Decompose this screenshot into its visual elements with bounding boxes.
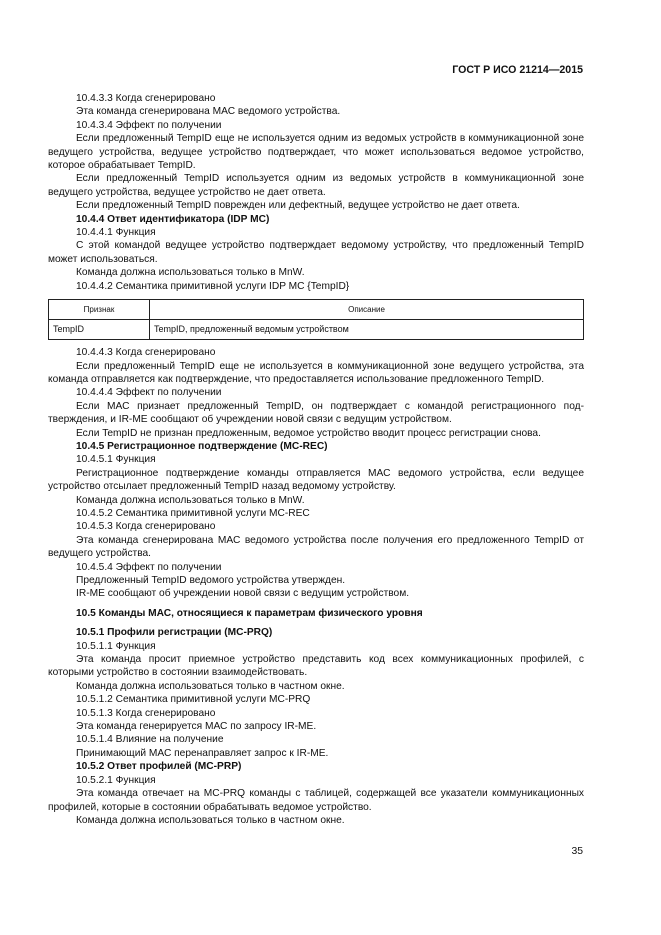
subclause-heading: 10.5.2.1 Функция	[76, 774, 156, 786]
paragraph: Команда должна использоваться только в частном окне.	[76, 680, 345, 692]
table-cell-attribute: TempID	[49, 320, 150, 340]
paragraph: Эта команда генерируется МАС по запросу IR-ME.	[76, 721, 317, 733]
clause-heading: 10.4.4 Ответ идентификатора (IDP MC)	[76, 213, 270, 225]
paragraph: Если TempID не признан предложенным, ведомое устройство вводит процесс регистрации снова.	[76, 427, 541, 439]
subclause-heading: 10.4.4.2 Семантика примитивной услуги IDP MC {TempID}	[76, 280, 350, 292]
subclause-heading: 10.4.3.4 Эффект по получении	[76, 119, 222, 131]
clause-heading: 10.4.5 Регистрационное подтверждение (MC-REC)	[76, 440, 328, 452]
paragraph: Эта команда отвечает на MC-PRQ команды с таблицей, содержащей все указатели коммуникационных профилей, которые в состоянии обрабатывать ведомое устройство.	[48, 788, 584, 813]
table-header-row	[49, 300, 584, 320]
subclause-heading: 10.4.5.2 Семантика примитивной услуги MC-REC	[76, 507, 310, 519]
paragraph: Эта команда сгенерирована МАС ведомого устройства.	[76, 106, 341, 118]
subclause-heading: 10.5.1.4 Влияние на получение	[76, 734, 224, 746]
paragraph: IR-ME сообщают об учреждении новой связи с ведущим устройством.	[76, 588, 410, 600]
clause-heading: 10.5.1 Профили регистрации (MC-PRQ)	[76, 627, 273, 639]
document-body	[48, 92, 584, 827]
service-primitive-table	[48, 299, 584, 340]
table-header-cell: Признак	[49, 300, 150, 320]
subclause-heading: 10.4.5.3 Когда сгенерировано	[76, 521, 216, 533]
subclause-heading: 10.4.3.3 Когда сгенерировано	[76, 93, 216, 104]
paragraph: Команда должна использоваться только в частном окне.	[76, 814, 345, 826]
subclause-heading: 10.5.1.2 Семантика примитивной услуги MC-PRQ	[76, 694, 311, 706]
table-cell-description: TempID, предложенный ведомым устройством	[150, 320, 584, 340]
section-heading: 10.5 Команды МАС, относящиеся к параметрам физического уровня	[76, 607, 423, 619]
paragraph: Если МАС признает предложенный TempID, он подтверждает с командой регистрационного подтверждения, и IR-ME сообщают об учреждении новой связи с ведущим устройством.	[48, 400, 584, 426]
section-before-table	[48, 92, 584, 293]
paragraph: Предложенный TempID ведомого устройства утвержден.	[76, 575, 346, 586]
paragraph: Принимающий МАС перенаправляет запрос к IR-ME.	[76, 747, 329, 759]
subclause-heading: 10.4.5.1 Функция	[76, 454, 156, 466]
paragraph: Эта команда просит приемное устройство представить код всех коммуникационных профилей, с которыми устройство в состоянии взаимодействовать.	[48, 654, 584, 679]
subclause-heading: 10.5.1.1 Функция	[76, 640, 156, 652]
subclause-heading: 10.4.4.1 Функция	[76, 227, 156, 239]
clause-heading: 10.5.2 Ответ профилей (MC-PRP)	[76, 761, 242, 773]
subclause-heading: 10.5.1.3 Когда сгенерировано	[76, 707, 216, 719]
table-header-cell: Описание	[150, 300, 584, 320]
subclause-heading: 10.4.4.3 Когда сгенерировано	[76, 347, 216, 359]
paragraph: Команда должна использоваться только в MnW.	[76, 267, 305, 279]
subclause-heading: 10.4.5.4 Эффект по получении	[76, 561, 222, 573]
paragraph: Если предложенный TempID еще не используется одним из ведомых устройств в коммуникационной зоне ведущего устройства, ведущее устройство подтверждает, что может использоваться ведомое устройство, которое обрабатывает TempID.	[48, 133, 584, 172]
paragraph: Команда должна использоваться только в MnW.	[76, 494, 305, 506]
table-row	[49, 320, 584, 340]
standard-header: ГОСТ Р ИСО 21214—2015	[452, 64, 583, 76]
paragraph: С этой командой ведущее устройство подтверждает ведомому устройству, что предложенный TempID может использоваться.	[48, 240, 584, 265]
section-after-table	[48, 346, 584, 827]
paragraph: Если предложенный TempID поврежден или дефектный, ведущее устройство не дает ответа.	[76, 200, 520, 212]
page-number: 35	[571, 846, 583, 857]
paragraph: Эта команда сгенерирована МАС ведомого устройства после получения его предложенного TempID от ведущего устройства.	[48, 534, 584, 560]
paragraph: Если предложенный TempID еще не используется в коммуникационной зоне ведущего устройства, эта команда отправляется как подтверждение, что предоставляется использование предложенного TempID.	[48, 360, 584, 385]
paragraph: Регистрационное подтверждение команды отправляется МАС ведомого устройства, если ведущее устройство отсылает предложенный TempID назад ведомому устройству.	[48, 467, 584, 493]
subclause-heading: 10.4.4.4 Эффект по получении	[76, 387, 222, 399]
paragraph: Если предложенный TempID используется одним из ведомых устройств в коммуникационной зоне ведущего устройства, ведущее устройство не дает ответа.	[48, 173, 584, 198]
